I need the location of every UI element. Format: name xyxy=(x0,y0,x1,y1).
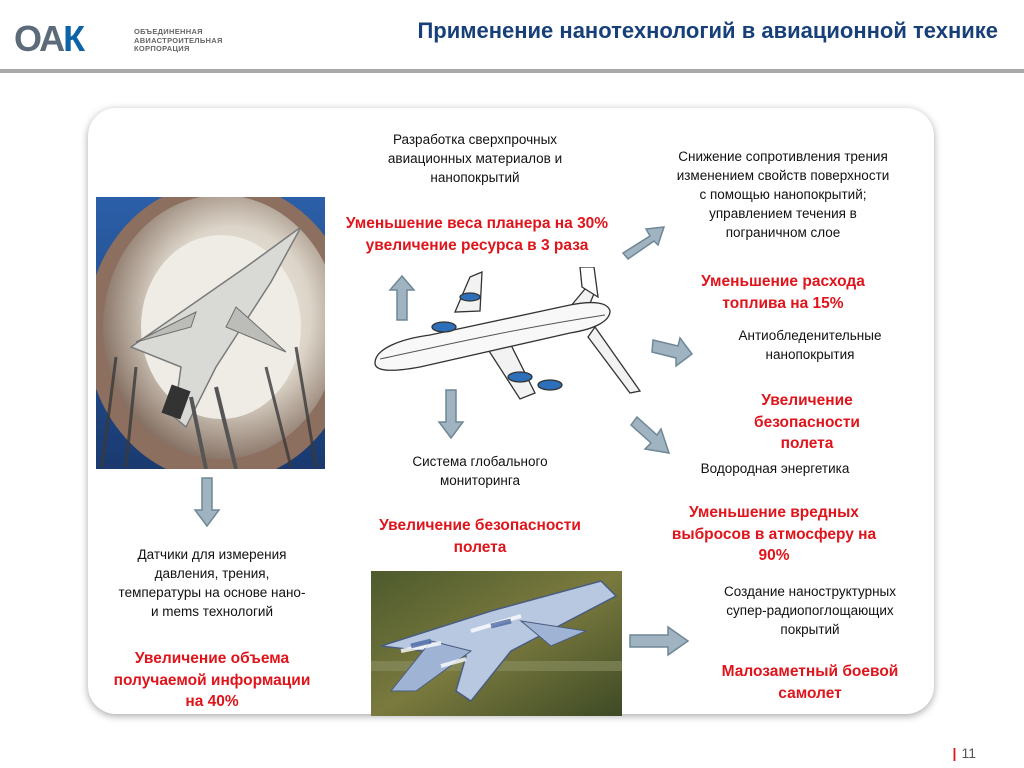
arrow-right-icon xyxy=(628,625,690,657)
page-number-value: 11 xyxy=(961,745,976,761)
header-divider xyxy=(0,69,1024,73)
text-line: Водородная энергетика xyxy=(700,461,850,476)
hydrogen-result xyxy=(650,502,898,567)
text-line: супер-радиопоглощающих xyxy=(726,603,894,618)
stealth-result xyxy=(690,661,930,704)
text-line: управлением течения в xyxy=(709,206,857,221)
text-line: покрытий xyxy=(780,622,840,637)
text-line: нанопокрытий xyxy=(430,170,520,185)
fighter-jet-photo xyxy=(371,571,622,716)
arrow-down-right-icon xyxy=(629,415,671,457)
text-line: мониторинга xyxy=(440,473,520,488)
sensors-text xyxy=(92,545,332,621)
text-line: Создание наноструктурных xyxy=(723,584,896,599)
company-logo xyxy=(14,20,244,58)
arrow-right-down-icon xyxy=(650,332,694,368)
result-line: Увеличение xyxy=(761,392,853,409)
page-marker: | xyxy=(952,745,957,761)
text-line: и mems технологий xyxy=(151,604,273,619)
text-line: пограничном слое xyxy=(725,225,841,240)
logo-sub-line: ОБЪЕДИНЕННАЯ xyxy=(134,27,203,36)
friction-text xyxy=(648,147,918,242)
result-line: полета xyxy=(780,435,834,452)
wind-tunnel-photo xyxy=(96,197,325,469)
logo-letter-k: К xyxy=(63,18,84,59)
friction-result xyxy=(660,271,906,314)
text-line: авиационных материалов и xyxy=(387,151,563,166)
logo-sub-line: АВИАСТРОИТЕЛЬНАЯ xyxy=(134,35,223,45)
result-line: Увеличение безопасности xyxy=(379,517,581,534)
text-line: с помощью нанопокрытий; xyxy=(699,187,867,202)
result-line: топлива на 15% xyxy=(722,294,844,312)
result-line: увеличение ресурса в 3 раза xyxy=(365,236,589,254)
logo-subtitle xyxy=(134,28,223,54)
logo-sub-line: КОРПОРАЦИЯ xyxy=(134,44,190,53)
page-number xyxy=(953,745,976,761)
result-line: Уменьшение веса планера на 30% xyxy=(345,215,609,232)
materials-result xyxy=(322,213,632,256)
result-line: Увеличение объема xyxy=(134,650,290,667)
result-line: выбросов в атмосферу на xyxy=(671,525,877,543)
result-line: Малозаметный боевой xyxy=(721,663,899,680)
arrow-down-icon xyxy=(193,476,221,528)
monitoring-result xyxy=(355,515,605,558)
arrow-up-icon xyxy=(388,274,416,322)
materials-text xyxy=(343,130,607,187)
text-line: Снижение сопротивления трения xyxy=(678,149,888,164)
logo-letters-oa: ОА xyxy=(14,18,64,59)
monitoring-text xyxy=(380,452,580,490)
result-line: 90% xyxy=(758,547,790,564)
text-line: Система глобального xyxy=(412,454,548,469)
result-line: полета xyxy=(453,538,507,556)
text-line: температуры на основе нано- xyxy=(118,585,306,600)
text-line: Антиобледенительные xyxy=(738,328,882,343)
text-line: изменением свойств поверхности xyxy=(676,168,890,183)
text-line: Разработка сверхпрочных xyxy=(392,132,558,147)
logo-mark xyxy=(14,20,83,58)
result-line: безопасности xyxy=(754,413,860,431)
result-line: на 40% xyxy=(185,693,239,710)
text-line: нанопокрытия xyxy=(765,347,855,362)
result-line: самолет xyxy=(778,684,842,702)
hydrogen-text xyxy=(670,459,880,478)
sensors-result xyxy=(92,648,332,713)
slide-title: Применение нанотехнологий в авиационной технике xyxy=(417,18,998,43)
stealth-text xyxy=(690,582,930,639)
result-line: Уменьшение вредных xyxy=(689,504,859,521)
anti-icing-result xyxy=(712,390,902,455)
result-line: Уменьшение расхода xyxy=(701,273,865,290)
arrow-down-icon xyxy=(437,388,465,440)
result-line: получаемой информации xyxy=(113,671,311,689)
anti-icing-text xyxy=(700,326,920,364)
text-line: давления, трения, xyxy=(154,566,270,581)
text-line: Датчики для измерения xyxy=(137,547,287,562)
